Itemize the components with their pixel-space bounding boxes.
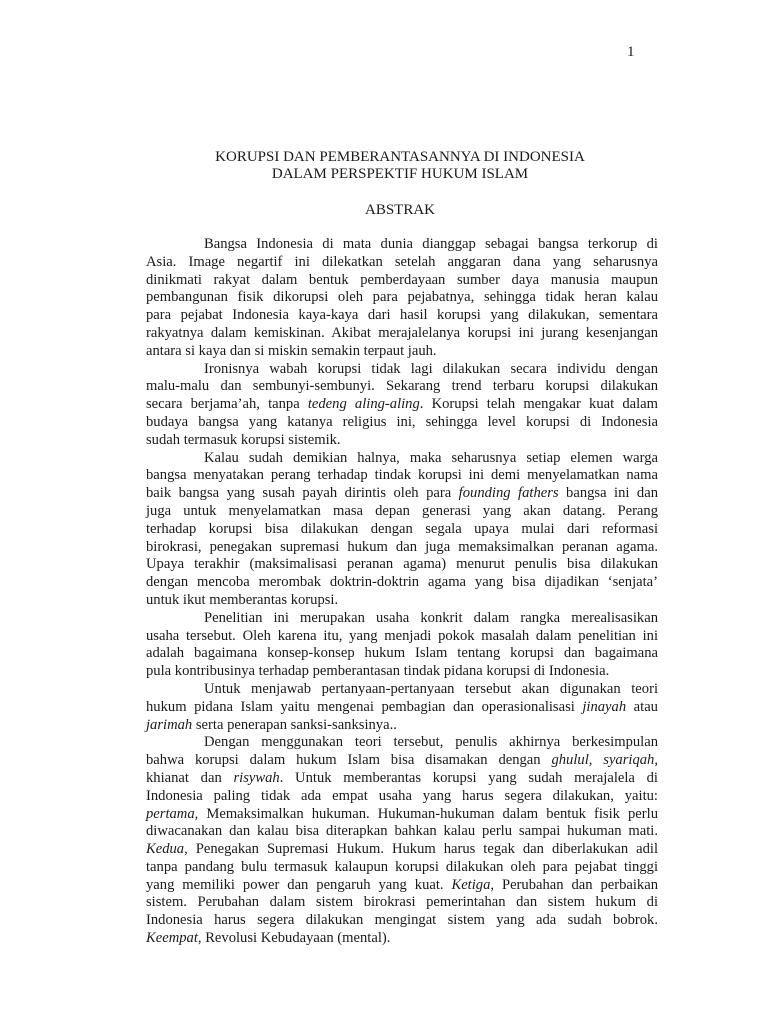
text-segment: Indonesia paling tidak ada empat usaha yang harus segera dilakukan, yaitu: [146, 787, 658, 804]
text-line [146, 503, 658, 521]
italic-term: Ketiga [451, 876, 491, 893]
italic-term: tedeng aling-aling [307, 396, 420, 413]
text-segment: , Revolusi Kebudayaan (mental). [197, 930, 391, 947]
text-line [146, 610, 658, 628]
text-line [146, 752, 658, 770]
italic-term: ghulul, syariqah [551, 752, 655, 769]
text-segment: para pejabat Indonesia kaya-kaya dari hasil korupsi yang dilakukan, sementara [146, 307, 658, 324]
text-line [146, 806, 658, 824]
text-line [146, 628, 658, 646]
text-line [146, 717, 658, 735]
text-line [146, 307, 658, 325]
text-segment: sudah termasuk korupsi sistemik. [146, 431, 341, 448]
text-segment: usaha tersebut. Oleh karena itu, yang menjadi pokok masalah dalam penelitian ini [146, 627, 658, 644]
text-line [146, 734, 658, 752]
text-segment: . Korupsi telah mengakar kuat dalam [419, 396, 658, 413]
text-line [146, 485, 658, 503]
text-segment: pembangunan fisik dikorupsi oleh para pejabatnya, sehingga tidak heran kalau [146, 289, 658, 306]
text-line [146, 556, 658, 574]
text-line [146, 378, 658, 396]
text-segment: bangsa menyatakan perang terhadap tindak korupsi ini demi menyelamatkan nama [146, 467, 658, 484]
text-segment: bahwa korupsi dalam hukum Islam bisa disamakan dengan [146, 752, 552, 769]
text-line [146, 414, 658, 432]
text-line [146, 236, 658, 254]
text-segment: birokrasi, penegakan supremasi hukum dan juga memaksimalkan peranan agama. [146, 538, 658, 555]
text-segment: Dengan menggunakan teori tersebut, penulis akhirnya berkesimpulan [204, 734, 658, 751]
text-line [146, 467, 658, 485]
text-segment: tanpa pandang bulu termasuk kalaupun korupsi dilakukan oleh para pejabat tinggi [146, 858, 658, 875]
text-segment: Penelitian ini merupakan usaha konkrit dalam rangka merealisasikan [204, 609, 658, 626]
italic-term: pertama [146, 805, 195, 822]
text-line [146, 450, 658, 468]
text-segment: . Untuk memberantas korupsi yang sudah merajalela di [279, 769, 658, 786]
text-segment: baik bangsa yang susah payah dirintis oleh para [146, 485, 459, 502]
text-segment: dinikmati rakyat dalam bentuk pemberdayaan sumber daya manusia maupun [146, 271, 658, 288]
text-line [146, 877, 658, 895]
text-segment: rakyatnya dalam kemiskinan. Akibat merajalelanya korupsi ini jurang kesenjangan [146, 324, 658, 341]
text-line [146, 645, 658, 663]
italic-term: jinayah [582, 698, 627, 715]
text-line [146, 272, 658, 290]
title-line-2: DALAM PERSPEKTIF HUKUM ISLAM [271, 166, 529, 182]
text-line [146, 681, 658, 699]
text-segment: pula kontribusinya terhadap pemberantasan tindak pidana korupsi di Indonesia. [146, 663, 610, 680]
text-line [146, 574, 658, 592]
text-segment: Ironisnya wabah korupsi tidak lagi dilakukan secara individu dengan [204, 360, 658, 377]
text-line [146, 325, 658, 343]
text-segment: serta penerapan sanksi-sanksinya.. [192, 716, 397, 733]
text-segment: malu-malu dan sembunyi-sembunyi. Sekarang trend terbaru korupsi dilakukan [146, 378, 658, 395]
text-line [146, 396, 658, 414]
text-line [146, 859, 658, 877]
text-segment: budaya bangsa yang katanya religius ini, sehingga level korupsi di Indonesia [146, 413, 658, 430]
text-segment: Untuk menjawab pertanyaan-pertanyaan tersebut akan digunakan teori [204, 680, 658, 697]
text-line [146, 823, 658, 841]
page-number: 1 [627, 44, 635, 60]
italic-term: Kedua [146, 841, 185, 858]
abstract-body [146, 236, 658, 948]
text-segment: secara berjama’ah, tanpa [146, 396, 308, 413]
text-segment: adalah bagaimana konsep-konsep hukum Islam tentang korupsi dan bagaimana [146, 645, 658, 662]
italic-term: founding fathers [458, 485, 559, 502]
italic-term: risywah [233, 769, 280, 786]
text-segment: untuk ikut memberantas korupsi. [146, 591, 339, 608]
text-line [146, 254, 658, 272]
text-segment: sistem. Perubahan dalam sistem birokrasi pemerintahan dan sistem hukum di [146, 894, 658, 911]
text-line [146, 788, 658, 806]
text-segment: antara si kaya dan si miskin semakin terpaut jauh. [146, 342, 437, 359]
text-segment: dengan mencoba merombak doktrin-doktrin agama yang bisa dijadikan ‘senjata’ [146, 574, 658, 591]
text-line [146, 539, 658, 557]
text-segment: khianat dan [146, 769, 234, 786]
italic-term: Keempat [146, 930, 198, 947]
text-segment: , Perubahan dan perbaikan [490, 876, 658, 893]
text-segment: juga untuk menyelamatkan masa depan generasi yang akan datang. Perang [146, 502, 658, 519]
abstract-heading: ABSTRAK [364, 202, 435, 218]
text-segment: Indonesia harus segera dilakukan mengingat sistem yang ada sudah bobrok. [146, 912, 658, 929]
text-segment: yang memiliki power dan pengaruh yang kuat. [146, 876, 452, 893]
text-line [146, 432, 658, 450]
text-line [146, 894, 658, 912]
text-line [146, 663, 658, 681]
text-segment: bangsa ini dan [558, 485, 658, 502]
text-segment: hukum pidana Islam yaitu mengenai pembagian dan operasionalisasi [146, 698, 583, 715]
text-segment: Upaya terakhir (maksimalisasi peranan agama) menurut penulis bisa dilakukan [146, 556, 658, 573]
text-segment: Asia. Image negartif ini dilekatkan setelah anggaran dana yang seharusnya [146, 253, 658, 270]
text-segment: terhadap korupsi bisa dilakukan dengan segala upaya mulai dari reformasi [146, 520, 658, 537]
text-line [146, 361, 658, 379]
text-segment: atau [626, 698, 658, 715]
text-line [146, 930, 658, 948]
text-line [146, 521, 658, 539]
text-line [146, 592, 658, 610]
text-segment: , Penegakan Supremasi Hukum. Hukum harus tegak dan diberlakukan adil [184, 841, 658, 858]
text-segment: , Memaksimalkan hukuman. Hukuman-hukuman dalam bentuk fisik perlu [194, 805, 658, 822]
text-line [146, 770, 658, 788]
text-line [146, 699, 658, 717]
text-line [146, 289, 658, 307]
text-segment: Bangsa Indonesia di mata dunia dianggap sebagai bangsa terkorup di [204, 236, 658, 252]
text-line [146, 841, 658, 859]
text-line [146, 343, 658, 361]
text-segment: , [654, 752, 658, 769]
text-segment: diwacanakan dan kalau bisa diterapkan bahkan kalau perlu sampai hukuman mati. [146, 823, 658, 840]
title-line-1: KORUPSI DAN PEMBERANTASANNYA DI INDONESIA [215, 149, 585, 165]
text-segment: Kalau sudah demikian halnya, maka seharusnya setiap elemen warga [204, 449, 658, 466]
italic-term: jarimah [146, 716, 193, 733]
text-line [146, 912, 658, 930]
